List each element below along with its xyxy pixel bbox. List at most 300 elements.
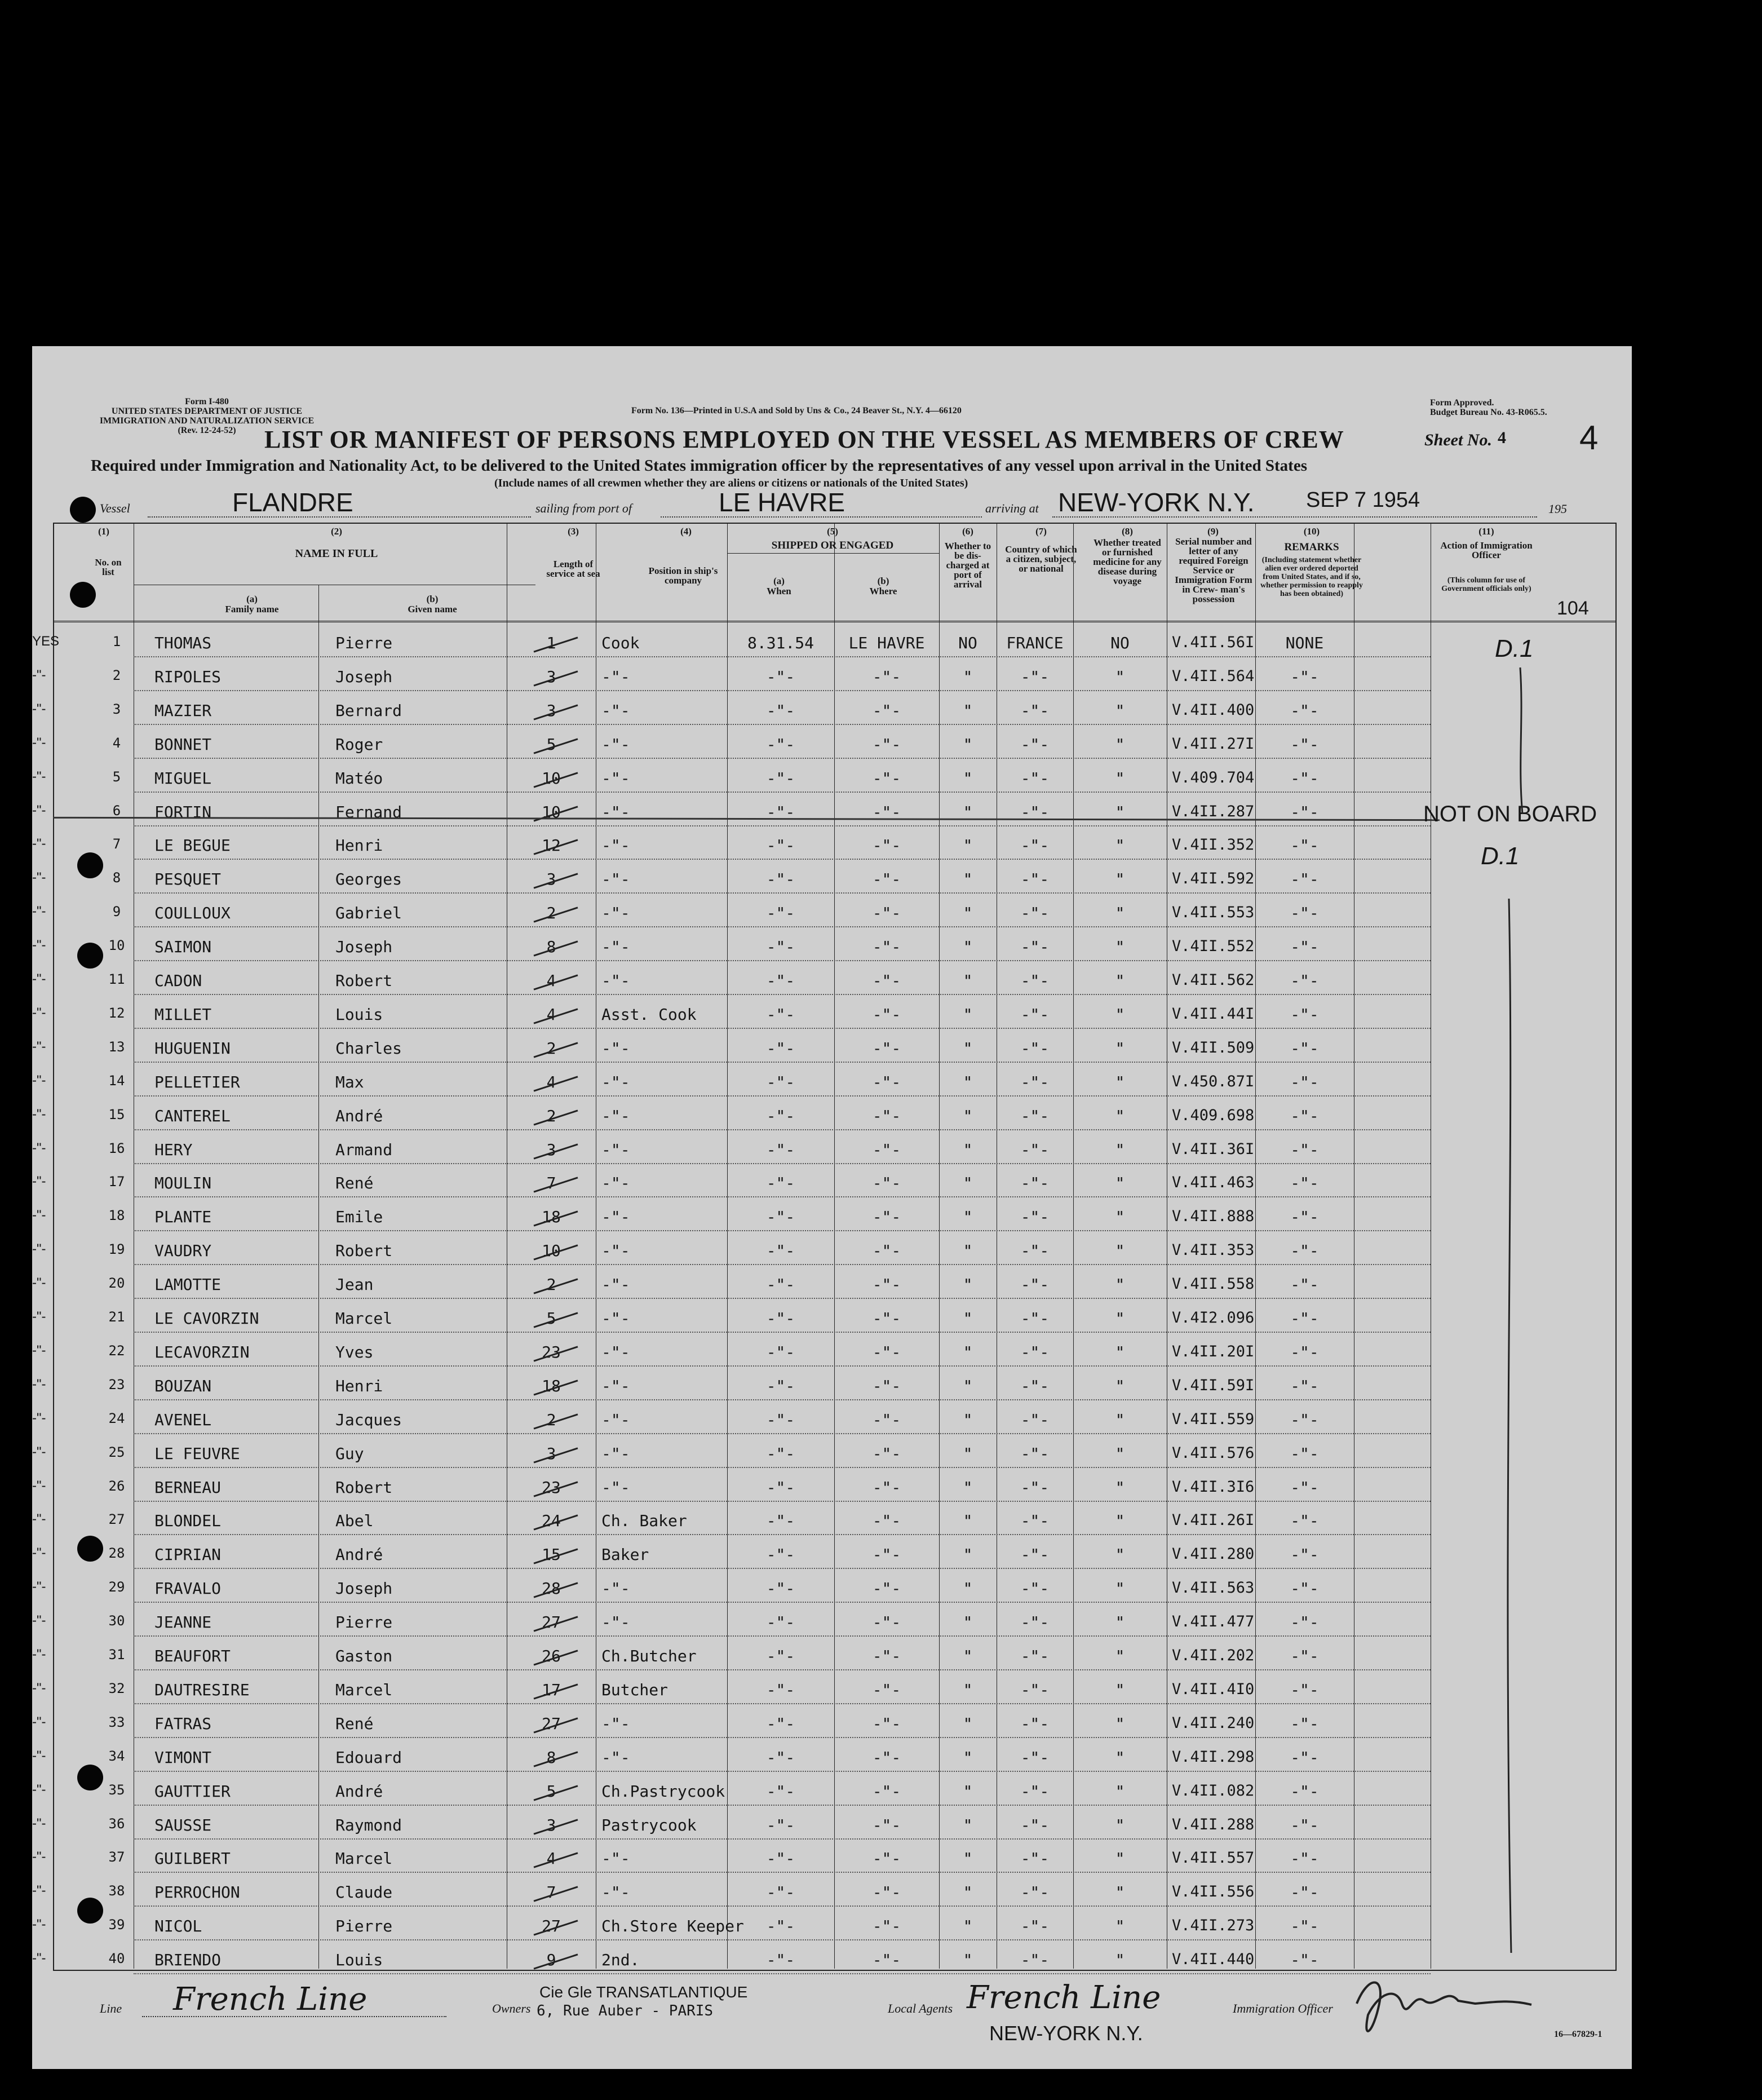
cell-given: Louis xyxy=(335,1951,383,1970)
cell-discharged: " xyxy=(963,1444,973,1463)
cell-family: MOULIN xyxy=(154,1174,212,1193)
col11-handwritten: 104 xyxy=(1557,598,1589,619)
cell-pre: -"- xyxy=(32,1781,46,1797)
cell-service: 18 xyxy=(542,1376,561,1395)
row-rule xyxy=(134,994,1431,995)
col5a-header: When xyxy=(767,586,791,596)
cell-service: 2 xyxy=(546,1410,556,1429)
cell-remarks: -"- xyxy=(1290,1748,1319,1767)
cell-family: CANTEREL xyxy=(154,1106,231,1125)
cell-pre: -"- xyxy=(32,938,46,953)
cell-no: 20 xyxy=(108,1275,125,1292)
cell-treated: " xyxy=(1115,1579,1125,1598)
cell-family: CIPRIAN xyxy=(154,1545,222,1564)
line-value: French Line xyxy=(173,1981,368,2018)
cell-given: Bernard xyxy=(335,701,402,720)
punch-hole xyxy=(77,1765,103,1790)
cell-family: BONNET xyxy=(154,735,212,754)
col2-header: NAME IN FULL xyxy=(295,547,378,560)
col10-header: REMARKS xyxy=(1284,541,1339,553)
cell-no: 3 xyxy=(112,701,121,717)
cell-country: -"- xyxy=(1020,1106,1050,1125)
cell-no: 27 xyxy=(108,1511,125,1528)
cell-pre: -"- xyxy=(32,802,46,818)
cell-where: -"- xyxy=(872,1275,901,1294)
cell-when: -"- xyxy=(766,1748,795,1767)
agents-label: Local Agents xyxy=(888,2001,953,2015)
row-rule xyxy=(134,1196,1431,1197)
cell-given: Abel xyxy=(335,1511,374,1531)
cell-given: Marcel xyxy=(335,1849,393,1868)
cell-where: -"- xyxy=(872,1342,901,1361)
row-rule xyxy=(134,1433,1431,1434)
cell-position: -"- xyxy=(601,1072,630,1091)
cell-serial: V.4II.557 xyxy=(1172,1849,1255,1867)
cell-treated: " xyxy=(1115,1038,1125,1058)
cell-discharged: " xyxy=(963,1951,973,1970)
cell-family: MILLET xyxy=(154,1005,212,1024)
cell-family: LE FEUVRE xyxy=(154,1444,240,1463)
cell-when: -"- xyxy=(766,1376,795,1395)
cell-service: 24 xyxy=(542,1511,561,1531)
cell-country: -"- xyxy=(1020,1951,1050,1970)
cell-when: -"- xyxy=(766,1342,795,1361)
page-title: LIST OR MANIFEST OF PERSONS EMPLOYED ON THE VESSEL AS MEMBERS OF CREW xyxy=(264,426,1344,453)
cell-pre: -"- xyxy=(32,1545,46,1561)
revision-line: (Rev. 12-24-52) xyxy=(178,426,236,435)
cell-service: 5 xyxy=(546,735,556,754)
row-rule xyxy=(134,1501,1431,1502)
cell-country: -"- xyxy=(1020,1849,1050,1868)
cell-no: 14 xyxy=(108,1072,125,1089)
cell-given: Armand xyxy=(335,1140,393,1159)
cell-country: -"- xyxy=(1020,768,1050,788)
cell-serial: V.4II.59I xyxy=(1172,1376,1255,1394)
cell-service: 3 xyxy=(546,870,556,889)
cell-service: 27 xyxy=(542,1714,561,1733)
cell-serial: V.4II.400 xyxy=(1172,701,1255,719)
cell-serial: V.409.704 xyxy=(1172,768,1255,786)
punch-hole xyxy=(77,943,103,969)
cell-discharged: " xyxy=(963,1038,973,1058)
cell-serial: V.4II.20I xyxy=(1172,1342,1255,1360)
cell-remarks: -"- xyxy=(1290,701,1319,720)
sheet-number: 4 xyxy=(1498,428,1506,447)
cell-given: Georges xyxy=(335,870,402,889)
cell-position: -"- xyxy=(601,701,630,720)
cell-serial: V.4II.509 xyxy=(1172,1038,1255,1056)
cell-treated: " xyxy=(1115,802,1125,821)
cell-country: -"- xyxy=(1020,1342,1050,1361)
cell-serial: V.4II.202 xyxy=(1172,1647,1255,1664)
handwritten-bracket xyxy=(1475,662,1543,1970)
col2a-header: Family name xyxy=(225,604,279,614)
row-rule xyxy=(134,1534,1431,1535)
cell-when: -"- xyxy=(766,1478,795,1497)
cell-country: -"- xyxy=(1020,1748,1050,1767)
cell-where: -"- xyxy=(872,1072,901,1091)
cell-treated: " xyxy=(1115,768,1125,788)
cell-given: Robert xyxy=(335,971,393,990)
cell-position: Cook xyxy=(601,634,640,652)
cell-where: -"- xyxy=(872,904,901,923)
cell-service: 8 xyxy=(546,1748,556,1767)
row-rule xyxy=(134,825,1431,826)
cell-remarks: -"- xyxy=(1290,1714,1319,1733)
col2b-header: Given name xyxy=(408,604,457,614)
cell-when: -"- xyxy=(766,1072,795,1091)
cell-given: Roger xyxy=(335,735,383,754)
cell-remarks: -"- xyxy=(1290,735,1319,754)
cell-pre: -"- xyxy=(32,836,46,852)
row-rule xyxy=(134,1838,1431,1840)
row-rule xyxy=(134,1163,1431,1164)
cell-discharged: " xyxy=(963,1680,973,1699)
cell-position: -"- xyxy=(601,1883,630,1902)
cell-family: FORTIN xyxy=(154,802,212,821)
cell-country: -"- xyxy=(1020,701,1050,720)
cell-serial: V.4II.4I0 xyxy=(1172,1680,1255,1698)
row-rule xyxy=(134,960,1431,961)
sheet-number-label: Sheet No. xyxy=(1424,431,1492,449)
cell-discharged: " xyxy=(963,1174,973,1193)
cell-where: -"- xyxy=(872,701,901,720)
cell-remarks: -"- xyxy=(1290,768,1319,788)
cell-serial: V.4II.36I xyxy=(1172,1140,1255,1158)
cell-when: -"- xyxy=(766,836,795,855)
arriving-label: arriving at xyxy=(985,501,1039,515)
cell-position: Ch.Pastrycook xyxy=(601,1781,725,1801)
cell-given: Pierre xyxy=(335,1917,393,1936)
cell-no: 33 xyxy=(108,1714,125,1730)
cell-position: -"- xyxy=(601,768,630,788)
cell-position: -"- xyxy=(601,1309,630,1328)
cell-discharged: " xyxy=(963,1883,973,1902)
cell-remarks: -"- xyxy=(1290,667,1319,686)
cell-no: 12 xyxy=(108,1005,125,1021)
cell-country: -"- xyxy=(1020,667,1050,686)
cell-when: -"- xyxy=(766,1883,795,1902)
cell-treated: " xyxy=(1115,836,1125,855)
cell-serial: V.4II.576 xyxy=(1172,1444,1255,1462)
col4-number: (4) xyxy=(680,526,692,537)
cell-discharged: " xyxy=(963,938,973,957)
cell-position: -"- xyxy=(601,1174,630,1193)
cell-no: 10 xyxy=(108,938,125,954)
cell-treated: " xyxy=(1115,870,1125,889)
cell-service: 4 xyxy=(546,1072,556,1091)
cell-treated: " xyxy=(1115,1781,1125,1801)
cell-treated: " xyxy=(1115,1545,1125,1564)
cell-service: 7 xyxy=(546,1174,556,1193)
cell-no: 36 xyxy=(108,1815,125,1832)
col1-number: (1) xyxy=(98,526,109,537)
cell-given: Henri xyxy=(335,836,383,855)
cell-discharged: " xyxy=(963,1106,973,1125)
cell-country: -"- xyxy=(1020,1140,1050,1159)
cell-when: -"- xyxy=(766,1579,795,1598)
cell-family: FRAVALO xyxy=(154,1579,222,1598)
row-rule xyxy=(134,1129,1431,1130)
cell-given: Henri xyxy=(335,1376,383,1395)
cell-position: -"- xyxy=(601,870,630,889)
cell-family: VIMONT xyxy=(154,1748,212,1767)
cell-discharged: " xyxy=(963,1917,973,1936)
cell-family: VAUDRY xyxy=(154,1241,212,1261)
cell-when: 8.31.54 xyxy=(747,634,814,652)
cell-where: -"- xyxy=(872,1883,901,1902)
cell-when: -"- xyxy=(766,1917,795,1936)
service-line: IMMIGRATION AND NATURALIZATION SERVICE xyxy=(99,416,315,426)
cell-discharged: " xyxy=(963,971,973,990)
cell-serial: V.4II.27I xyxy=(1172,735,1255,753)
cell-position: -"- xyxy=(601,1106,630,1125)
cell-family: GAUTTIER xyxy=(154,1781,231,1801)
cell-treated: " xyxy=(1115,1815,1125,1834)
budget-bureau: Budget Bureau No. 43-R065.5. xyxy=(1430,408,1547,417)
cell-serial: V.4I2.096 xyxy=(1172,1309,1255,1327)
cell-serial: V.4II.273 xyxy=(1172,1917,1255,1935)
cell-treated: " xyxy=(1115,1883,1125,1902)
cell-position: -"- xyxy=(601,1613,630,1632)
cell-country: -"- xyxy=(1020,1275,1050,1294)
cell-when: -"- xyxy=(766,735,795,754)
cell-service: 27 xyxy=(542,1917,561,1936)
cell-treated: " xyxy=(1115,1106,1125,1125)
owners-label: Owners xyxy=(492,2001,531,2015)
cell-given: Charles xyxy=(335,1038,402,1058)
cell-given: Jean xyxy=(335,1275,374,1294)
cell-no: 37 xyxy=(108,1849,125,1865)
cell-service: 4 xyxy=(546,1005,556,1024)
cell-pre: -"- xyxy=(32,1444,46,1460)
cell-when: -"- xyxy=(766,1174,795,1193)
cell-treated: " xyxy=(1115,1072,1125,1091)
row-rule xyxy=(134,1805,1431,1806)
cell-family: SAUSSE xyxy=(154,1815,212,1834)
cell-country: -"- xyxy=(1020,1815,1050,1834)
cell-when: -"- xyxy=(766,1545,795,1564)
cell-where: -"- xyxy=(872,1444,901,1463)
cell-family: BEAUFORT xyxy=(154,1647,231,1665)
cell-remarks: -"- xyxy=(1290,1478,1319,1497)
cell-no: 16 xyxy=(108,1140,125,1156)
cell-remarks: -"- xyxy=(1290,1883,1319,1902)
cell-position: -"- xyxy=(601,1342,630,1361)
cell-pre: -"- xyxy=(32,1579,46,1595)
cell-pre: -"- xyxy=(32,701,46,717)
cell-family: MAZIER xyxy=(154,701,212,720)
shipped-subdivider xyxy=(727,553,939,554)
cell-where: -"- xyxy=(872,870,901,889)
row-rule xyxy=(134,1771,1431,1772)
cell-no: 29 xyxy=(108,1579,125,1595)
cell-country: -"- xyxy=(1020,735,1050,754)
cell-service: 23 xyxy=(542,1342,561,1361)
cell-pre: -"- xyxy=(32,1748,46,1763)
row-rule xyxy=(134,1399,1431,1400)
cell-discharged: " xyxy=(963,768,973,788)
cell-remarks: -"- xyxy=(1290,971,1319,990)
cell-serial: V.4II.563 xyxy=(1172,1579,1255,1597)
cell-treated: " xyxy=(1115,1748,1125,1767)
cell-position: -"- xyxy=(601,1714,630,1733)
cell-treated: " xyxy=(1115,1275,1125,1294)
cell-discharged: " xyxy=(963,1342,973,1361)
cell-serial: V.4II.558 xyxy=(1172,1275,1255,1293)
cell-discharged: " xyxy=(963,1815,973,1834)
cell-remarks: -"- xyxy=(1290,1376,1319,1395)
cell-serial: V.4II.559 xyxy=(1172,1410,1255,1428)
cell-given: René xyxy=(335,1714,374,1733)
cell-where: -"- xyxy=(872,1849,901,1868)
cell-given: Louis xyxy=(335,1005,383,1024)
cell-where: -"- xyxy=(872,1951,901,1970)
cell-discharged: " xyxy=(963,1140,973,1159)
cell-no: 25 xyxy=(108,1444,125,1460)
cell-pre: YES xyxy=(32,634,60,649)
cell-serial: V.4II.240 xyxy=(1172,1714,1255,1732)
cell-no: 22 xyxy=(108,1342,125,1359)
cell-country: -"- xyxy=(1020,1309,1050,1328)
cell-service: 3 xyxy=(546,1815,556,1834)
row-rule xyxy=(134,656,1431,657)
cell-pre: -"- xyxy=(32,1815,46,1831)
cell-treated: " xyxy=(1115,1444,1125,1463)
cell-given: Joseph xyxy=(335,938,393,957)
cell-remarks: -"- xyxy=(1290,904,1319,923)
cell-service: 3 xyxy=(546,701,556,720)
cell-no: 17 xyxy=(108,1174,125,1190)
cell-remarks: -"- xyxy=(1290,1106,1319,1125)
cell-position: -"- xyxy=(601,1478,630,1497)
cell-given: André xyxy=(335,1545,383,1564)
cell-pre: -"- xyxy=(32,1309,46,1324)
cell-treated: " xyxy=(1115,971,1125,990)
cell-given: André xyxy=(335,1106,383,1125)
cell-position: -"- xyxy=(601,938,630,957)
cell-where: -"- xyxy=(872,1613,901,1632)
cell-service: 27 xyxy=(542,1613,561,1632)
cell-where: -"- xyxy=(872,1038,901,1058)
cell-when: -"- xyxy=(766,1208,795,1227)
cell-serial: V.4II.353 xyxy=(1172,1241,1255,1259)
cell-discharged: NO xyxy=(958,634,977,652)
cell-no: 15 xyxy=(108,1106,125,1122)
cell-when: -"- xyxy=(766,1680,795,1699)
cell-treated: " xyxy=(1115,1849,1125,1868)
cell-discharged: " xyxy=(963,701,973,720)
cell-family: FATRAS xyxy=(154,1714,212,1733)
row-rule xyxy=(134,690,1431,691)
row-rule xyxy=(134,1365,1431,1367)
cell-where: -"- xyxy=(872,1410,901,1429)
cell-service: 3 xyxy=(546,1140,556,1159)
cell-given: Jacques xyxy=(335,1410,402,1429)
cell-country: -"- xyxy=(1020,1444,1050,1463)
cell-service: 2 xyxy=(546,1038,556,1058)
cell-remarks: -"- xyxy=(1290,870,1319,889)
cell-family: THOMAS xyxy=(154,634,212,652)
cell-treated: " xyxy=(1115,1647,1125,1665)
cell-where: -"- xyxy=(872,1714,901,1733)
cell-treated: NO xyxy=(1110,634,1130,652)
cell-remarks: -"- xyxy=(1290,1038,1319,1058)
row-rule xyxy=(134,1906,1431,1907)
cell-position: -"- xyxy=(601,971,630,990)
cell-discharged: " xyxy=(963,1579,973,1598)
cell-where: -"- xyxy=(872,971,901,990)
cell-discharged: " xyxy=(963,1748,973,1767)
cell-service: 18 xyxy=(542,1208,561,1227)
cell-country: -"- xyxy=(1020,1072,1050,1091)
cell-pre: -"- xyxy=(32,971,46,987)
cell-family: DAUTRESIRE xyxy=(154,1680,250,1699)
cell-family: CADON xyxy=(154,971,202,990)
cell-service: 12 xyxy=(542,836,561,855)
cell-pre: -"- xyxy=(32,1005,46,1020)
cell-remarks: -"- xyxy=(1290,1917,1319,1936)
cell-remarks: -"- xyxy=(1290,1342,1319,1361)
cell-family: BRIENDO xyxy=(154,1951,222,1970)
cell-service: 9 xyxy=(546,1951,556,1970)
cell-discharged: " xyxy=(963,1478,973,1497)
cell-remarks: -"- xyxy=(1290,836,1319,855)
cell-position: -"- xyxy=(601,667,630,686)
cell-no: 38 xyxy=(108,1883,125,1899)
cell-treated: " xyxy=(1115,1005,1125,1024)
cell-no: 34 xyxy=(108,1748,125,1764)
cell-no: 9 xyxy=(112,904,121,920)
cell-service: 8 xyxy=(546,938,556,957)
cell-country: FRANCE xyxy=(1006,634,1064,652)
cell-serial: V.4II.562 xyxy=(1172,971,1255,989)
cell-when: -"- xyxy=(766,1781,795,1801)
cell-pre: -"- xyxy=(32,1072,46,1088)
cell-where: -"- xyxy=(872,836,901,855)
row-rule xyxy=(134,1062,1431,1063)
form-approved: Form Approved. xyxy=(1430,398,1494,408)
cell-discharged: " xyxy=(963,1241,973,1261)
row-rule xyxy=(134,1264,1431,1265)
col4-header: Position in ship's company xyxy=(648,565,718,586)
cell-service: 10 xyxy=(542,802,561,821)
cell-remarks: -"- xyxy=(1290,1815,1319,1834)
cell-where: -"- xyxy=(872,938,901,957)
punch-hole xyxy=(70,582,96,608)
cell-position: Ch.Butcher xyxy=(601,1647,697,1665)
cell-given: Fernand xyxy=(335,802,402,821)
cell-treated: " xyxy=(1115,938,1125,957)
cell-discharged: " xyxy=(963,667,973,686)
cell-family: AVENEL xyxy=(154,1410,212,1429)
col2a-letter: (a) xyxy=(246,594,258,604)
cell-when: -"- xyxy=(766,768,795,788)
cell-country: -"- xyxy=(1020,1174,1050,1193)
row-rule xyxy=(134,1872,1431,1873)
cell-treated: " xyxy=(1115,1951,1125,1970)
cell-position: Ch. Baker xyxy=(601,1511,687,1531)
col10-number: (10) xyxy=(1303,526,1320,537)
cell-service: 10 xyxy=(542,1241,561,1261)
cell-position: Asst. Cook xyxy=(601,1005,697,1024)
cell-treated: " xyxy=(1115,1714,1125,1733)
not-on-board-note: NOT ON BOARD xyxy=(1423,802,1597,826)
cell-given: Marcel xyxy=(335,1309,393,1328)
col11-note: (This column for use of Government officials only) xyxy=(1441,576,1531,593)
cell-given: Joseph xyxy=(335,1579,393,1598)
cell-country: -"- xyxy=(1020,1647,1050,1665)
